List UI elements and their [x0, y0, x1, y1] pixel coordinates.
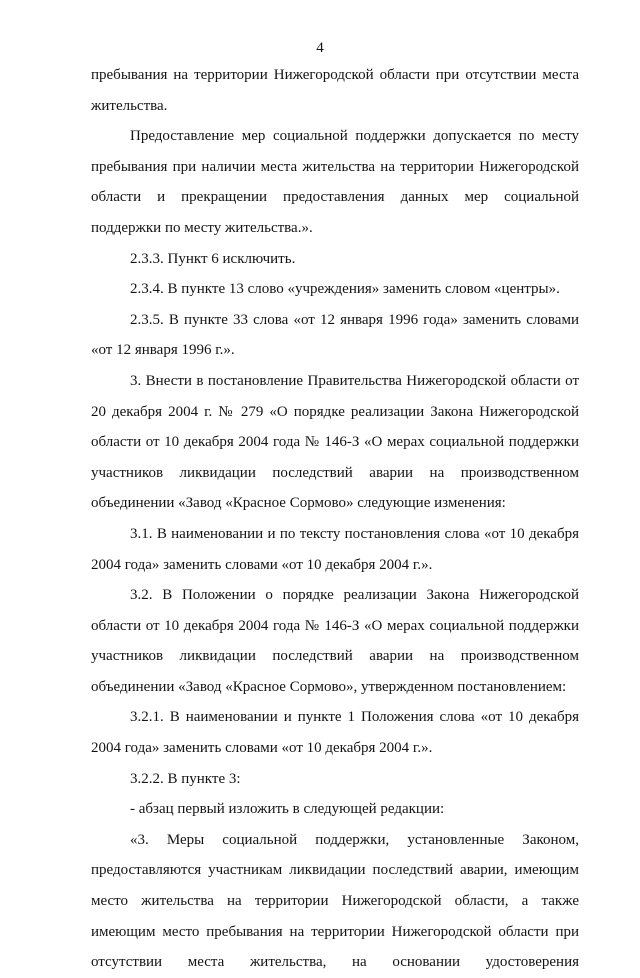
paragraph: «3. Меры социальной поддержки, установленные Законом, предоставляются участникам ликвидации последствий аварии, имеющим место жительства на территории Нижегородской области, а также имеющим место пребывания на территории Нижегородской области при отсутствии места жительства, на основании удостоверения — [91, 831, 579, 971]
paragraph: 3.2.2. В пункте 3: — [130, 770, 241, 787]
paragraph: 3.2.1. В наименовании и пункте 1 Положения слова «от 10 декабря 2004 года» заменить словами «от 10 декабря 2004 г.». — [91, 709, 579, 757]
document-body — [91, 60, 579, 978]
paragraph: 2.3.4. В пункте 13 слово «учреждения» заменить словом «центры». — [130, 281, 560, 298]
paragraph: - абзац первый изложить в следующей редакции: — [130, 801, 445, 818]
page-number: 4 — [316, 40, 324, 56]
paragraph: 3. Внести в постановление Правительства Нижегородской области от 20 декабря 2004 г. № 279 «О порядке реализации Закона Нижегородской области от 10 декабря 2004 года № 146-З «О мерах социальной поддержки участников ликвидации последствий аварии на производственном объединении «Завод «Красное Сормово» следующие изменения: — [91, 372, 579, 512]
paragraph: Предоставление мер социальной поддержки допускается по месту пребывания при наличии места жительства на территории Нижегородской области и прекращении предоставления данных мер социальной поддержки по месту жительства.». — [91, 128, 579, 236]
paragraph: 3.1. В наименовании и по тексту постановления слова «от 10 декабря 2004 года» заменить словами «от 10 декабря 2004 г.». — [91, 525, 579, 573]
paragraph: 2.3.3. Пункт 6 исключить. — [130, 250, 296, 267]
paragraph: 2.3.5. В пункте 33 слова «от 12 января 1996 года» заменить словами «от 12 января 1996 г.». — [91, 311, 579, 359]
paragraph: 3.2. В Положении о порядке реализации Закона Нижегородской области от 10 декабря 2004 года № 146-З «О мерах социальной поддержки участников ликвидации последствий аварии на производственном объединении «Завод «Красное Сормово», утвержденном постановлением: — [91, 587, 579, 695]
paragraph: пребывания на территории Нижегородской области при отсутствии места жительства. — [91, 67, 579, 114]
